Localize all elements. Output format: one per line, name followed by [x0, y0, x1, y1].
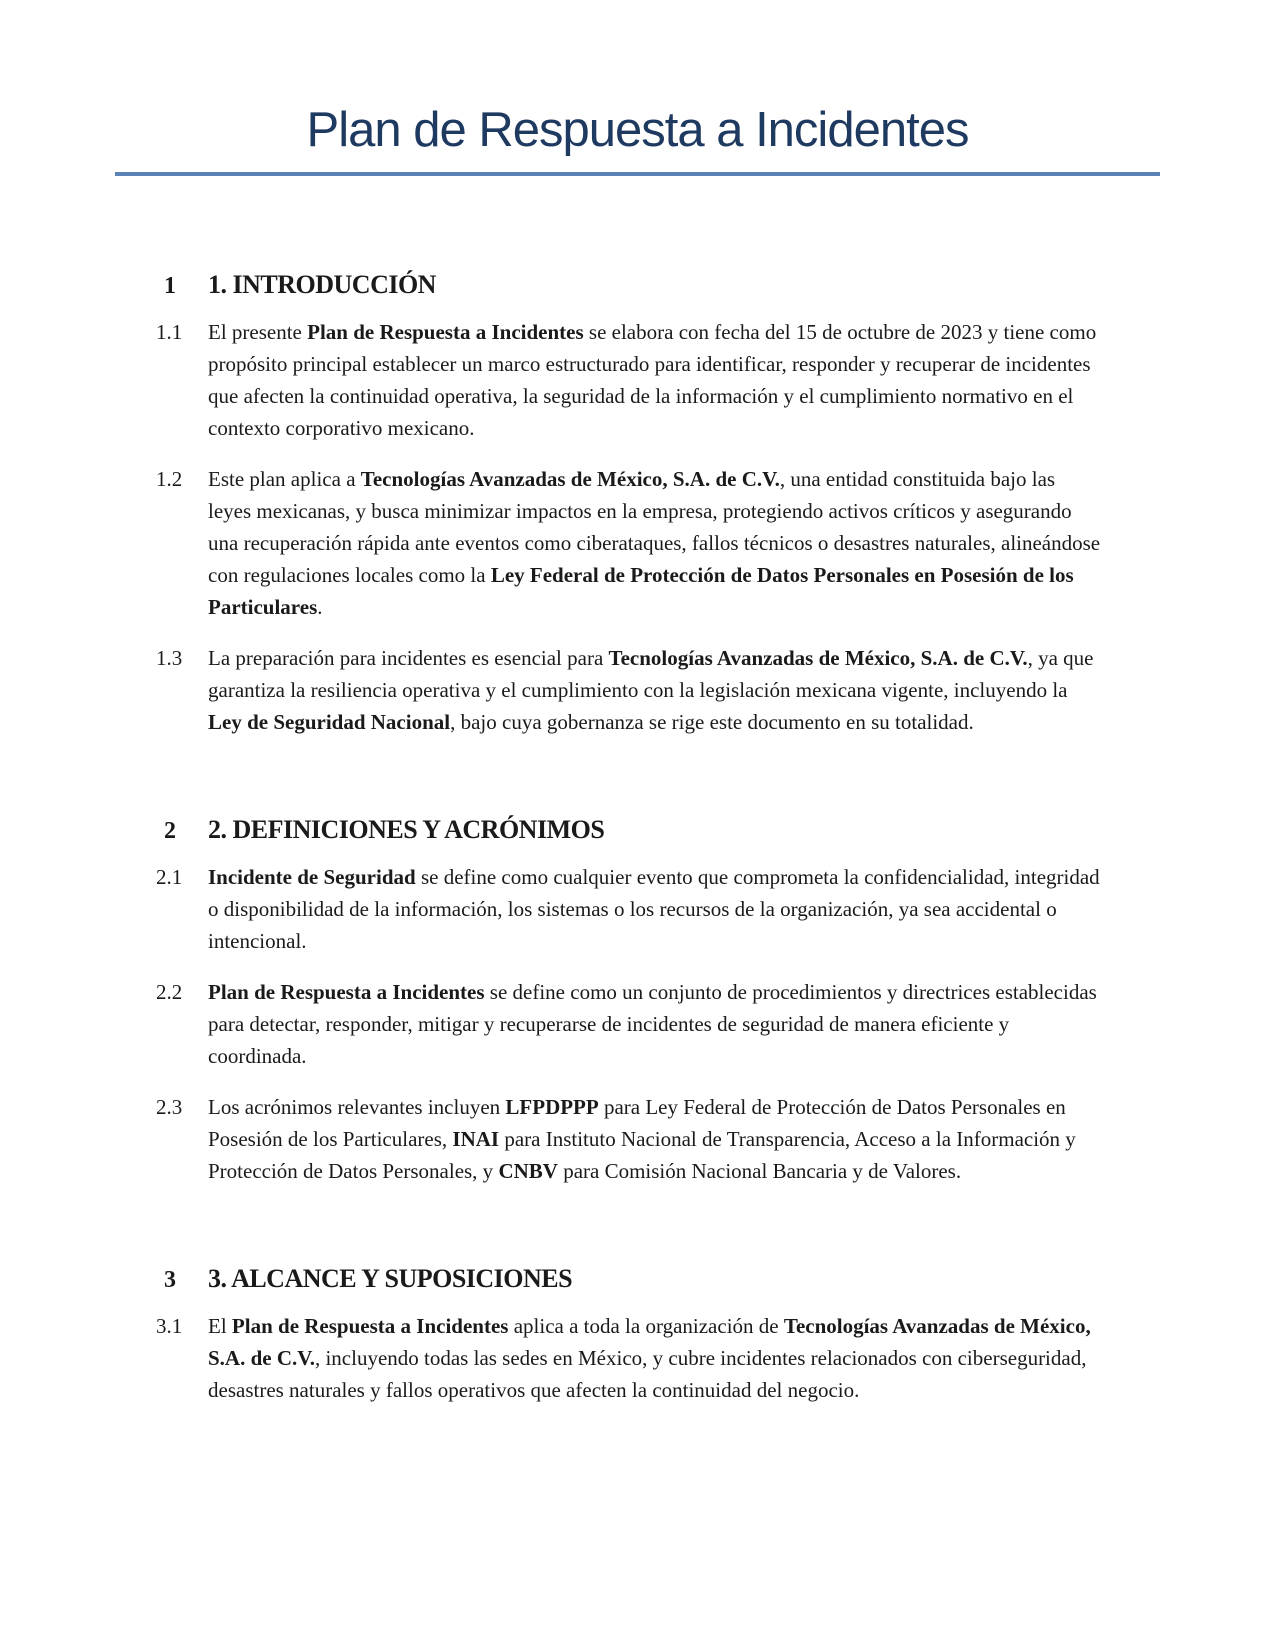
bold-text-run: Tecnologías Avanzadas de México, S.A. de C.V. [608, 646, 1028, 670]
text-run: , ya que garantiza la resiliencia operativa y el cumplimiento con la legislación mexicana vigente, incluyendo la [208, 646, 1094, 702]
text-run: , bajo cuya gobernanza se rige este documento en su totalidad. [450, 710, 974, 734]
paragraph-number: 1.3 [156, 646, 183, 670]
bold-text-run: Ley de Seguridad Nacional [208, 710, 451, 734]
text-run: El [208, 1314, 232, 1338]
section-heading [115, 268, 1160, 302]
text-run: . [317, 595, 323, 619]
bold-text-run: Tecnologías Avanzadas de México, S.A. de C.V. [208, 1314, 1091, 1370]
document-section [115, 268, 1160, 738]
paragraph [115, 861, 1160, 957]
paragraph-text [208, 463, 1160, 623]
paragraph-number: 1.2 [156, 467, 183, 491]
bold-text-run: INAI [452, 1127, 500, 1151]
paragraph [115, 976, 1160, 1072]
paragraph [115, 642, 1160, 738]
paragraph-text [208, 1091, 1160, 1187]
paragraph-text [208, 642, 1160, 738]
document-section [115, 813, 1160, 1187]
paragraph-number: 2.1 [156, 865, 183, 889]
paragraph [115, 463, 1160, 623]
paragraph-number: 2.3 [156, 1095, 183, 1119]
text-run: Este plan aplica a [208, 467, 361, 491]
paragraph-number: 2.2 [156, 980, 183, 1004]
paragraph-text [208, 316, 1160, 444]
paragraph-text [208, 861, 1160, 957]
document-body [115, 268, 1160, 1406]
text-run: El presente [208, 320, 308, 344]
section-number: 1 [164, 273, 176, 299]
paragraph-text [208, 976, 1160, 1072]
bold-text-run: CNBV [498, 1159, 558, 1183]
text-run: se elabora con fecha del 15 de octubre de 2023 y tiene como propósito principal establecer un marco estructurado para identificar, responder y recuperar de incidentes que afecten la continuidad operativa, la seguridad de la información y el cumplimiento normativo en el contexto corporativo mexicano. [208, 320, 1097, 440]
paragraph [115, 316, 1160, 444]
bold-text-run: Ley Federal de Protección de Datos Personales en Posesión de los Particulares [208, 563, 1074, 619]
bold-text-run: Incidente de Seguridad [208, 865, 416, 889]
text-run: se define como un conjunto de procedimientos y directrices establecidas para detectar, responder, mitigar y recuperarse de incidentes de seguridad de manera eficiente y coordinada. [208, 980, 1097, 1068]
paragraph-number: 3.1 [156, 1314, 183, 1338]
section-heading [115, 813, 1160, 847]
bold-text-run: Plan de Respuesta a Incidentes [208, 980, 485, 1004]
text-run: Los acrónimos relevantes incluyen [208, 1095, 506, 1119]
paragraph [115, 1091, 1160, 1187]
section-number: 2 [164, 818, 176, 844]
text-run: para Ley Federal de Protección de Datos Personales en Posesión de los Particulares, [208, 1095, 1066, 1151]
bold-text-run: LFPDPPP [505, 1095, 599, 1119]
text-run: , una entidad constituida bajo las leyes mexicanas, y busca minimizar impactos en la empresa, protegiendo activos críticos y asegurando una recuperación rápida ante eventos como ciberataques, fallos técnicos o desastres naturales, alineándose con regulaciones locales como la [208, 467, 1101, 587]
section-heading-label: 1. INTRODUCCIÓN [208, 270, 436, 299]
section-number: 3 [164, 1267, 176, 1293]
text-run: La preparación para incidentes es esencial para [208, 646, 609, 670]
bold-text-run: Plan de Respuesta a Incidentes [231, 1314, 509, 1338]
section-heading-label: 3. ALCANCE Y SUPOSICIONES [208, 1264, 573, 1293]
document-section [115, 1262, 1160, 1406]
bold-text-run: Plan de Respuesta a Incidentes [307, 320, 584, 344]
section-heading-label: 2. DEFINICIONES Y ACRÓNIMOS [208, 815, 605, 844]
text-run: se define como cualquier evento que comprometa la confidencialidad, integridad o disponibilidad de la información, los sistemas o los recursos de la organización, ya sea accidental o intencional. [208, 865, 1100, 953]
text-run: aplica a toda la organización de [508, 1314, 784, 1338]
document-title: Plan de Respuesta a Incidentes [115, 100, 1160, 176]
bold-text-run: Tecnologías Avanzadas de México, S.A. de C.V. [360, 467, 780, 491]
text-run: para Comisión Nacional Bancaria y de Valores. [557, 1159, 962, 1183]
text-run: para Instituto Nacional de Transparencia, Acceso a la Información y Protección de Datos Personales, y [208, 1127, 1076, 1183]
section-heading [115, 1262, 1160, 1296]
text-run: , incluyendo todas las sedes en México, y cubre incidentes relacionados con ciberseguridad, desastres naturales y fallos operativos que afecten la continuidad del negocio. [208, 1346, 1087, 1402]
paragraph-number: 1.1 [156, 320, 183, 344]
paragraph-text [208, 1310, 1160, 1406]
paragraph [115, 1310, 1160, 1406]
